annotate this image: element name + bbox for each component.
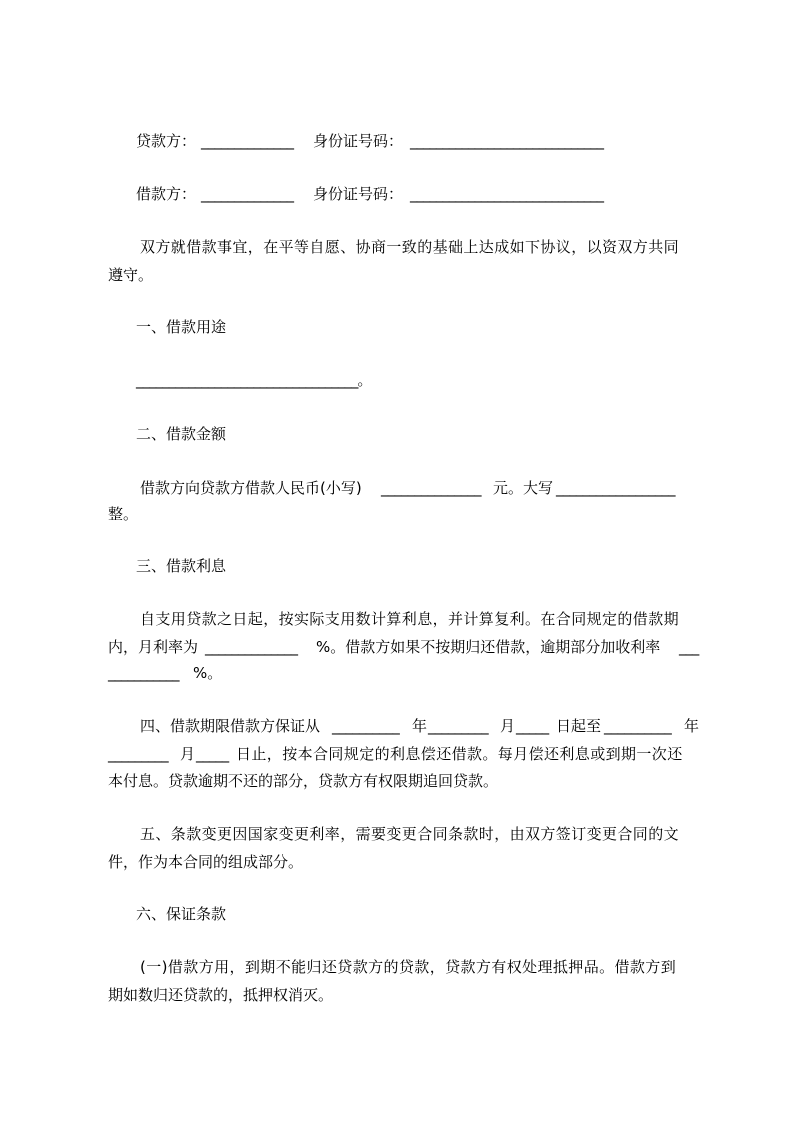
section-6-line-1: (一)借款方用，到期不能归还贷款方的贷款，贷款方有权处理抵押品。借款方到 [140,958,677,976]
section-4-month-1: 月 [500,717,516,735]
lender-name-blank: ______________ [201,132,294,150]
section-2-line-1-text: 借款方向贷款方借款人民币(小写) [140,479,362,497]
lender-id-label: 身份证号码： [313,132,404,150]
section-3-heading: 三、借款利息 [136,557,227,575]
section-4-end-year-blank: __________ [604,717,672,735]
section-3-line-2-a: 内，月利率为 [108,638,199,656]
section-2-line-2: 整。 [108,505,139,523]
section-4-line-3: 本付息。贷款逾期不还的部分，贷款方有权限期追回贷款。 [108,772,499,790]
section-5-line-1: 五、条款变更因国家变更利率，需要变更合同条款时，由双方签订变更合同的文 [140,825,680,843]
borrower-id-label: 身份证号码： [313,185,404,203]
intro-line-2: 遵守。 [108,266,154,284]
section-5-line-2: 件，作为本合同的组成部分。 [108,853,304,871]
section-4-text-b: 日止，按本合同规定的利息偿还借款。每月偿还利息或到期一次还 [236,745,683,763]
section-4-text-a: 四、借款期限借款方保证从 [140,717,321,735]
section-4-start-day-blank: _____ [516,717,549,735]
borrower-name-blank: ______________ [201,185,294,203]
section-3-overdue-rate-blank: ___________ [108,664,179,682]
lender-id-blank: ______________________________ [410,132,603,150]
section-4-end-month-blank: _________ [108,745,168,763]
section-2-line-1-mid: 元。大写 [493,479,554,497]
section-4-start-month-blank: _________ [428,717,488,735]
section-4-end-day-blank: _____ [196,745,229,763]
borrower-id-blank: ______________________________ [410,185,603,203]
section-3-line-2-tail-blank: ___ [679,638,699,656]
section-6-heading: 六、保证条款 [136,905,227,923]
section-1-heading: 一、借款用途 [136,318,227,336]
section-2-amount-blank: _______________ [381,479,481,497]
lender-label: 贷款方： [136,132,197,150]
section-3-line-1: 自支用贷款之日起，按实际支用数计算利息，并计算复利。在合同规定的借款期 [140,610,680,628]
section-4-start-year-blank: __________ [332,717,400,735]
section-3-rate-blank: ______________ [205,638,298,656]
section-3-line-2-b: %。借款方如果不按期归还借款，逾期部分加收利率 [316,638,661,656]
section-4-month-2: 月 [180,745,196,763]
intro-line-1: 双方就借款事宜，在平等自愿、协商一致的基础上达成如下协议，以资双方共同 [140,238,680,256]
section-4-day-from: 日起至 [556,717,602,735]
section-2-capital-blank: __________________ [556,479,675,497]
section-4-year-2: 年 [684,717,700,735]
borrower-label: 借款方： [136,185,197,203]
section-4-year-1: 年 [412,717,428,735]
section-6-line-2: 期如数归还贷款的，抵押权消灭。 [108,986,334,1004]
section-1-purpose-blank: __________________________________。 [136,371,372,389]
section-2-heading: 二、借款金额 [136,425,227,443]
section-3-line-3-b: %。 [193,664,223,682]
